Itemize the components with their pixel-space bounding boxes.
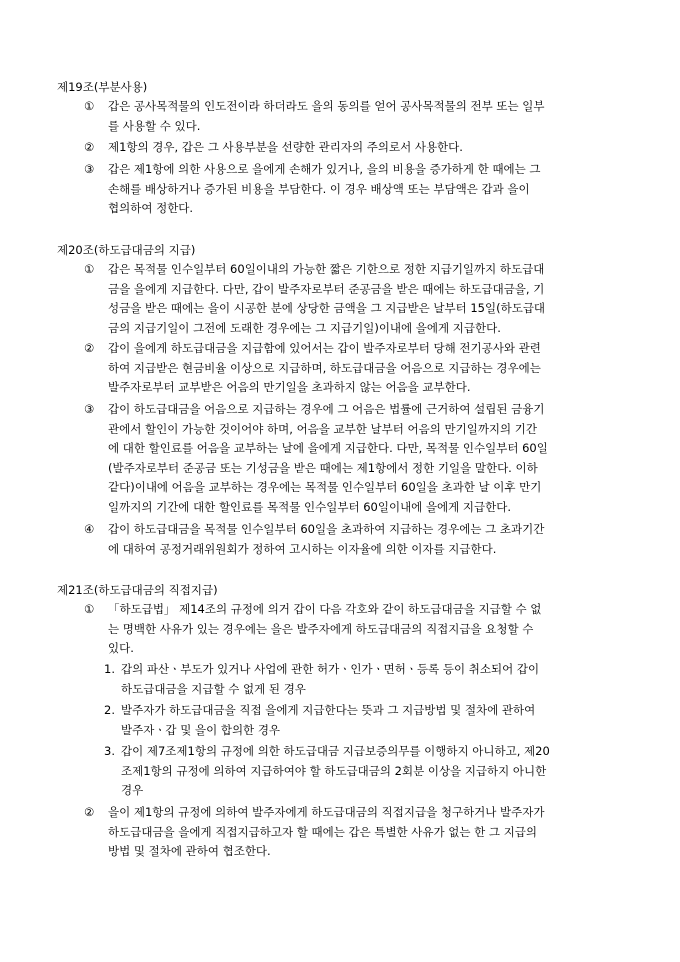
paragraph-number: ③ xyxy=(84,402,95,416)
paragraph-text xyxy=(108,97,626,136)
text-line: 는 명백한 사유가 있는 경우에는 을은 발주자에게 하도급대금의 직접지급을 요청할 수 xyxy=(108,621,534,636)
text-line: 갑이 제7조제1항의 규정에 의한 하도급대금 지급보증의무를 이행하지 아니하고, 제20 xyxy=(121,744,550,758)
text-line: 경우 xyxy=(121,783,144,797)
text-line: 방법 및 절차에 관하여 협조한다. xyxy=(108,844,271,858)
text-line: 갑은 목적물 인수일부터 60일이내의 가능한 짧은 기한으로 정한 지급기일까지 하도급대 xyxy=(108,262,545,276)
text-line: 손해를 배상하거나 증가된 비용을 부담한다. 이 경우 배상액 또는 부담액은 갑과 을이 xyxy=(108,181,530,196)
text-line: 발주자로부터 교부받은 어음의 만기일을 초과하지 않는 어음을 교부한다. xyxy=(108,380,471,394)
paragraph-number: ① xyxy=(84,602,95,616)
paragraph-text xyxy=(108,160,626,219)
text-line: 를 사용할 수 있다. xyxy=(108,118,201,133)
text-line: 같다)이내에 어음을 교부하는 경우에는 목적물 인수일부터 60일을 초과한 날 이후 만기 xyxy=(108,480,542,494)
text-line: 금을 을에게 지급한다. 다만, 갑이 발주자로부터 준공금을 받은 때에는 하도급대금을, 기 xyxy=(108,281,545,296)
paragraph-number: ② xyxy=(84,140,95,154)
paragraph-text xyxy=(108,339,626,398)
text-line: 성금을 받은 때에는 을이 시공한 분에 상당한 금액을 그 지급받은 날부터 15일(하도급대 xyxy=(108,301,546,315)
text-line: 하도급대금을 을에게 직접지급하고자 할 때에는 갑은 특별한 사유가 없는 한 그 지급의 xyxy=(108,824,538,839)
paragraph-number: ② xyxy=(84,805,95,819)
paragraph-text xyxy=(108,400,626,517)
text-line: 일까지의 기간에 대한 할인료를 목적물 인수일부터 60일이내에 을에게 지급한다. xyxy=(108,499,512,514)
text-line: 갑이 하도급대금을 어음으로 지급하는 경우에 그 어음은 법률에 근거하여 설립된 금융기 xyxy=(108,402,545,416)
item-number: 2. xyxy=(104,703,115,717)
paragraph-text xyxy=(108,520,626,559)
item-text xyxy=(121,701,625,740)
text-line: 있다. xyxy=(108,641,134,655)
text-line: 조제1항의 규정에 의하여 지급하여야 할 하도급대금의 2회분 이상을 지급하지 아니한 xyxy=(121,763,547,778)
item-text xyxy=(121,660,625,699)
text-line: (발주자로부터 준공금 또는 기성금을 받은 때에는 제1항에서 정한 기일을 말한다. 이하 xyxy=(108,460,538,475)
paragraph-number: ④ xyxy=(84,522,95,536)
text-line: 하도급대금을 지급할 수 없게 된 경우 xyxy=(121,681,306,696)
paragraph-number: ② xyxy=(84,341,95,355)
text-line: 갑이 을에게 하도급대금을 지급함에 있어서는 갑이 발주자로부터 당해 전기공사와 관련 xyxy=(108,341,541,355)
item-number: 3. xyxy=(104,744,115,758)
text-line: 갑은 공사목적물의 인도전이라 하더라도 을의 동의를 얻어 공사목적물의 전부 또는 일부 xyxy=(108,99,545,113)
text-line: 협의하여 정한다. xyxy=(108,201,194,215)
text-line: 갑의 파산ㆍ부도가 있거나 사업에 관한 허가ㆍ인가ㆍ면허ㆍ등록 등이 취소되어 갑이 xyxy=(121,662,540,676)
text-line: 갑은 제1항에 의한 사용으로 을에게 손해가 있거나, 을의 비용을 증가하게 한 때에는 그 xyxy=(108,162,541,176)
paragraph-text xyxy=(108,260,626,338)
paragraph-number: ③ xyxy=(84,162,95,176)
article-19-title: 제19조(부분사용) xyxy=(57,80,148,94)
text-line: 에 대하여 공정거래위원회가 정하여 고시하는 이자율에 의한 이자를 지급한다. xyxy=(108,541,497,556)
item-text xyxy=(121,742,625,801)
text-line: 에 대한 할인료를 어음을 교부하는 날에 을에게 지급한다. 다만, 목적물 인수일부터 60일 xyxy=(108,441,548,455)
text-line: 발주자가 하도급대금을 직접 을에게 지급한다는 뜻과 그 지급방법 및 절차에 관하여 xyxy=(121,703,536,717)
item-number: 1. xyxy=(104,662,115,676)
article-21-title: 제21조(하도급대금의 직접지급) xyxy=(57,583,218,597)
paragraph-text xyxy=(108,600,626,659)
text-line: 관에서 할인이 가능한 것이어야 하며, 어음을 교부한 날부터 어음의 만기일까지의 기간 xyxy=(108,421,538,436)
text-line: 을이 제1항의 규정에 의하여 발주자에게 하도급대금의 직접지급을 청구하거나 발주자가 xyxy=(108,805,545,819)
paragraph-text xyxy=(108,138,626,158)
text-line: 갑이 하도급대금을 목적물 인수일부터 60일을 초과하여 지급하는 경우에는 그 초과기간 xyxy=(108,522,545,536)
paragraph-number: ① xyxy=(84,99,95,113)
text-line: 발주자ㆍ갑 및 을이 합의한 경우 xyxy=(121,722,281,737)
text-line: 금의 지급기일이 그전에 도래한 경우에는 그 지급기일)이내에 을에게 지급한다. xyxy=(108,320,501,335)
paragraph-text xyxy=(108,803,626,862)
text-line: 「하도급법」 제14조의 규정에 의거 갑이 다음 각호와 같이 하도급대금을 지급할 수 없 xyxy=(108,602,542,616)
text-line: 제1항의 경우, 갑은 그 사용부분을 선량한 관리자의 주의로서 사용한다. xyxy=(108,140,463,154)
article-20-title: 제20조(하도급대금의 지급) xyxy=(57,243,196,257)
text-line: 하여 지급받은 현금비율 이상으로 지급하며, 하도급대금을 어음으로 지급하는 경우에는 xyxy=(108,360,541,375)
paragraph-number: ① xyxy=(84,262,95,276)
